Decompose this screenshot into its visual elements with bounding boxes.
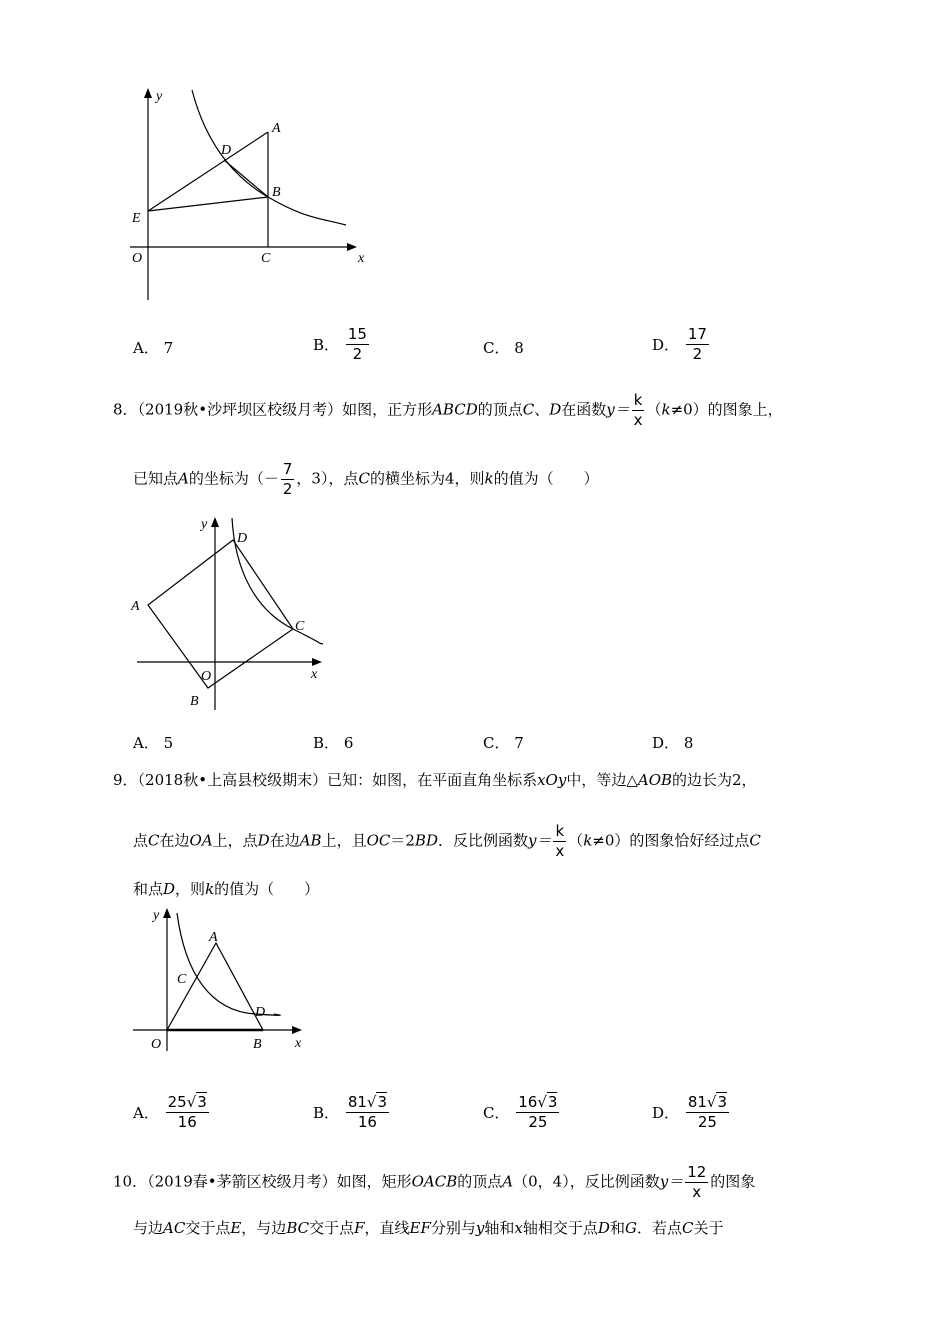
q7-label-C: C: [261, 251, 271, 266]
q7-label-O: O: [132, 251, 143, 266]
q8-option-c: C． 7: [483, 734, 524, 752]
q9-label-y: y: [153, 908, 160, 923]
q8-label-A: A: [131, 599, 140, 614]
q10-line2: 与边AC交于点E，与边BC交于点F，直线EF分别与y轴和x轴相交于点D和G．若点C关于: [133, 1219, 724, 1237]
q8-label-C: C: [295, 619, 305, 634]
q9-y-arrow: [163, 908, 171, 918]
q9-line1: 9．（2018秋•上高县校级期末）已知：如图，在平面直角坐标系xOy中，等边△AOB的边长为2，: [113, 771, 757, 789]
q7-label-A: A: [272, 121, 281, 136]
q7-x-arrow: [347, 243, 357, 251]
q7-option-d: D． $\frac{17}{2}$: [652, 325, 707, 363]
q10-line1: 10．（2019春•茅箭区校级月考）如图，矩形OACB的顶点A（0，4），反比例函数y＝ $\frac{12}{x}$ 的图象: [113, 1163, 756, 1201]
q8-option-b: B． 6: [313, 734, 354, 752]
q8-label-D: D: [237, 531, 248, 546]
q7-label-D: D: [221, 143, 232, 158]
q9-option-d: D． $\frac{81√3}{25}$: [652, 1093, 728, 1131]
q9-label-B: B: [253, 1037, 262, 1052]
q8-label-O: O: [201, 669, 212, 684]
q7-label-E: E: [132, 211, 141, 226]
q8-line2: 已知点A的坐标为（－ $\frac{7}{2}$ ，3），点C的横坐标为4，则k的值为（ ）: [133, 460, 599, 498]
q8-x-arrow: [312, 658, 322, 666]
q9-label-C: C: [177, 972, 187, 987]
q9-figure: [125, 903, 315, 1058]
q8-label-B: B: [190, 694, 199, 709]
q7-segment-DB: [224, 160, 268, 197]
q8-line1: 8．（2019秋•沙坪坝区校级月考）如图，正方形ABCD的顶点C、D在函数y＝ $\frac{k}{x}$ （k≠0）的图象上，: [113, 391, 783, 429]
q9-option-b: B． $\frac{81√3}{16}$: [313, 1093, 388, 1131]
q9-label-A: A: [209, 930, 218, 945]
q9-label-x: x: [295, 1036, 302, 1051]
q9-line3: 和点D，则k的值为（ ）: [133, 880, 320, 898]
q9-x-arrow: [292, 1026, 302, 1034]
q7-label-x: x: [358, 251, 365, 266]
q9-label-O: O: [151, 1037, 162, 1052]
q7-option-a: A． 7: [133, 339, 174, 357]
q8-figure: [125, 510, 335, 715]
q7-figure: [120, 80, 380, 305]
q9-option-a: A． $\frac{25√3}{16}$: [133, 1093, 207, 1131]
q7-label-B: B: [272, 185, 281, 200]
q9-line2: 点C在边OA上，点D在边AB上，且OC＝2BD．反比例函数y＝ $\frac{k}{x}$ （k≠0）的图象恰好经过点C: [133, 822, 761, 860]
q7-option-c: C． 8: [483, 339, 524, 357]
q7-label-y: y: [156, 89, 163, 104]
q9-option-c: C． $\frac{16√3}{25}$: [483, 1093, 558, 1131]
q9-hyperbola: [177, 913, 280, 1015]
q9-label-D: D: [255, 1005, 266, 1020]
q7-hyperbola: [192, 90, 346, 225]
q8-y-arrow: [211, 517, 219, 527]
q8-label-x: x: [311, 667, 318, 682]
q7-y-arrow: [144, 88, 152, 98]
q7-option-b: B． $\frac{15}{2}$: [313, 325, 367, 363]
q8-option-d: D． 8: [652, 734, 694, 752]
q8-option-a: A． 5: [133, 734, 174, 752]
q8-label-y: y: [201, 517, 208, 532]
